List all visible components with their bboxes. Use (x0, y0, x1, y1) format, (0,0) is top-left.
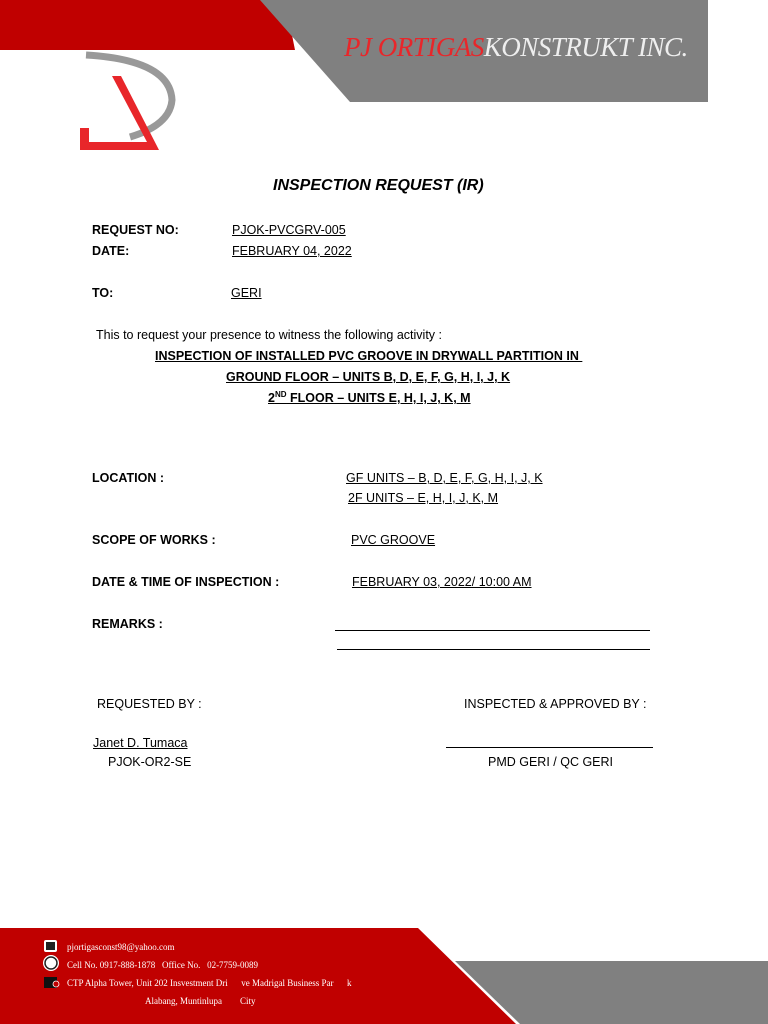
request-no-value: PJOK-PVCGRV-005 (232, 223, 346, 237)
document-title: INSPECTION REQUEST (IR) (273, 177, 484, 194)
email-icon (44, 940, 57, 952)
scope-value: PVC GROOVE (351, 533, 436, 547)
footer-banner (0, 920, 768, 1024)
datetime-value: FEBRUARY 03, 2022/ 10:00 AM (352, 575, 532, 589)
remarks-line-1 (335, 630, 650, 631)
scope-label: SCOPE OF WORKS : (92, 533, 216, 547)
date-label: DATE: (92, 244, 130, 258)
header-red-band (0, 0, 295, 50)
location-value-1: GF UNITS – B, D, E, F, G, H, I, J, K (346, 471, 543, 485)
footer-email: pjortigasconst98@yahoo.com (67, 942, 175, 952)
approved-signature-line (446, 747, 653, 748)
header-banner (0, 0, 768, 170)
phone-icon (43, 955, 59, 971)
remarks-line-2 (337, 649, 650, 650)
location-icon (44, 977, 59, 988)
to-value: GERI (231, 286, 262, 300)
location-label: LOCATION : (92, 471, 164, 485)
datetime-label: DATE & TIME OF INSPECTION : (92, 575, 280, 589)
activity-line-3: 2ND FLOOR – UNITS E, H, I, J, K, M (268, 390, 471, 406)
intro-text: This to request your presence to witness the following activity : (96, 328, 442, 342)
company-name: PJ ORTIGASKONSTRUKT INC. (344, 32, 688, 62)
approved-by-label: INSPECTED & APPROVED BY : (464, 697, 647, 711)
footer-address-1: CTP Alpha Tower, Unit 202 Insvestment Dri ve Madrigal Business Par k (67, 978, 352, 988)
activity-line-2: GROUND FLOOR – UNITS B, D, E, F, G, H, I, J, K (226, 370, 511, 384)
location-value-2: 2F UNITS – E, H, I, J, K, M (348, 491, 499, 505)
footer-phone: Cell No. 0917-888-1878 Office No. 02-7759-0089 (67, 960, 259, 970)
requested-by-name: Janet D. Tumaca (93, 736, 188, 750)
requested-by-label: REQUESTED BY : (97, 697, 202, 711)
remarks-label: REMARKS : (92, 617, 163, 631)
activity-line-1: INSPECTION OF INSTALLED PVC GROOVE IN DRYWALL PARTITION IN (155, 349, 583, 363)
request-no-label: REQUEST NO: (92, 223, 179, 237)
date-value: FEBRUARY 04, 2022 (232, 244, 352, 258)
approved-by-name: PMD GERI / QC GERI (488, 755, 614, 769)
to-label: TO: (92, 286, 114, 300)
requested-by-code: PJOK-OR2-SE (108, 755, 192, 769)
footer-address-2: Alabang, Muntinlupa City (145, 996, 256, 1006)
company-logo-icon (80, 55, 172, 150)
